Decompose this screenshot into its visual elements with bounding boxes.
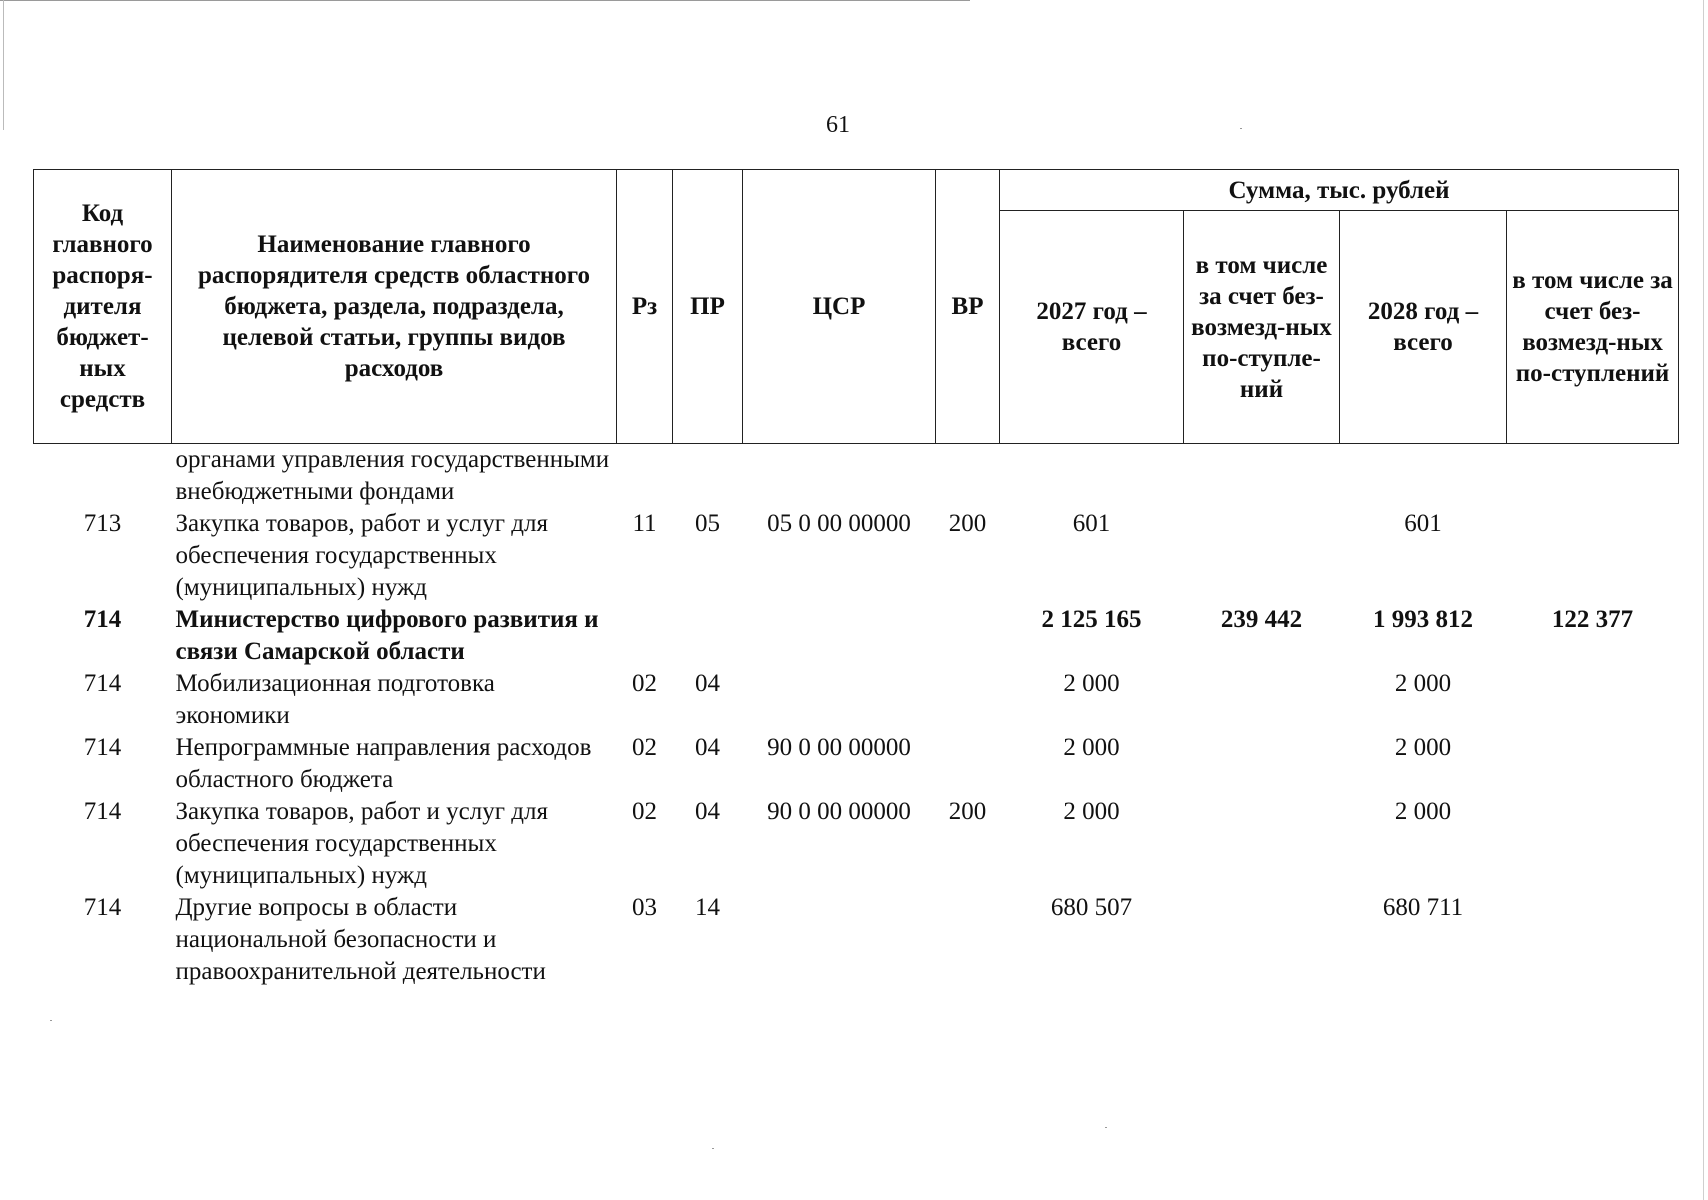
table-row — [34, 444, 1679, 509]
header-2027-grants: в том числе за счет без-возмезд-ных по-ступле-ний — [1184, 211, 1340, 444]
cell-2027-grants — [1184, 508, 1340, 604]
cell-code: 714 — [83, 798, 122, 825]
header-rz: Рз — [617, 170, 673, 444]
cell-2028-total — [1340, 444, 1507, 509]
cell-csr: 05 0 00 00000 — [767, 510, 911, 537]
cell-csr — [743, 604, 936, 668]
cell-name: Непрограммные направления расходов областного бюджета — [175, 734, 592, 793]
cell-csr: 90 0 00 00000 — [767, 734, 911, 761]
cell-2028-total: 2 000 — [1394, 734, 1452, 761]
cell-2027-total — [1000, 444, 1184, 509]
cell-rz: 02 — [632, 798, 657, 825]
cell-2028-total: 2 000 — [1394, 798, 1452, 825]
header-2028-grants: в том числе за счет без-возмезд-ных по-ступлений — [1507, 211, 1679, 444]
cell-rz: 02 — [632, 734, 657, 761]
table-row — [34, 508, 1679, 604]
cell-pr — [673, 604, 743, 668]
page-number: 61 — [826, 112, 850, 138]
cell-2028-grants — [1507, 796, 1679, 892]
cell-rz: 02 — [632, 670, 657, 697]
cell-pr: 04 — [695, 734, 720, 761]
header-code: Код главного распоря-дителя бюджет-ных средств — [34, 170, 172, 444]
table-header — [34, 170, 1679, 444]
table-row — [34, 892, 1679, 988]
cell-2027-grants — [1184, 796, 1340, 892]
cell-2028-total: 1 993 812 — [1373, 606, 1473, 633]
cell-pr: 05 — [695, 510, 720, 537]
scan-speck — [1105, 1127, 1107, 1128]
scan-speck — [712, 1148, 714, 1149]
cell-csr — [743, 668, 936, 732]
scan-speck — [1240, 128, 1242, 129]
header-2028-total: 2028 год – всего — [1340, 211, 1507, 444]
table-row — [34, 604, 1679, 668]
cell-2028-grants — [1507, 668, 1679, 732]
header-vr: ВР — [936, 170, 1000, 444]
cell-pr: 04 — [695, 670, 720, 697]
cell-2027-total: 680 507 — [1050, 894, 1133, 921]
scan-left-edge — [3, 0, 4, 130]
cell-code: 714 — [83, 894, 122, 921]
cell-name: Закупка товаров, работ и услуг для обеспечения государственных (муниципальных) нужд — [175, 798, 548, 889]
cell-2027-grants — [1184, 668, 1340, 732]
budget-table — [33, 169, 1679, 988]
header-pr: ПР — [673, 170, 743, 444]
cell-2027-total: 2 000 — [1063, 734, 1120, 761]
cell-2028-grants — [1507, 508, 1679, 604]
cell-vr — [936, 892, 1000, 988]
header-sum: Сумма, тыс. рублей — [1000, 170, 1679, 211]
header-name: Наименование главного распорядителя средств областного бюджета, раздела, подраздела, целевой статьи, группы видов расходов — [172, 170, 617, 444]
cell-vr — [936, 668, 1000, 732]
scan-speck — [50, 1020, 52, 1021]
cell-2028-grants: 122 377 — [1551, 606, 1634, 633]
cell-2028-total: 680 711 — [1382, 894, 1464, 921]
cell-name: Закупка товаров, работ и услуг для обеспечения государственных (муниципальных) нужд — [175, 510, 548, 601]
cell-name: Мобилизационная подготовка экономики — [175, 670, 495, 729]
cell-pr: 04 — [695, 798, 720, 825]
table-body — [34, 444, 1679, 989]
cell-rz — [617, 604, 673, 668]
cell-name: органами управления государственными внебюджетными фондами — [175, 446, 610, 505]
scan-right-edge — [1703, 0, 1704, 1200]
cell-2027-grants — [1184, 732, 1340, 796]
scan-top-border — [0, 0, 970, 1]
table-row — [34, 732, 1679, 796]
cell-code: 714 — [83, 606, 122, 633]
cell-2027-total: 2 000 — [1063, 670, 1120, 697]
cell-2028-grants — [1507, 892, 1679, 988]
cell-2028-grants — [1507, 444, 1679, 509]
cell-2028-total: 601 — [1404, 510, 1442, 537]
cell-2028-total: 2 000 — [1394, 670, 1452, 697]
cell-csr — [743, 444, 936, 509]
table-row — [34, 668, 1679, 732]
cell-2027-total: 2 000 — [1063, 798, 1120, 825]
cell-rz: 11 — [632, 510, 657, 537]
cell-pr: 14 — [695, 894, 720, 921]
cell-vr: 200 — [948, 510, 987, 537]
cell-2027-total: 601 — [1072, 510, 1111, 537]
cell-code — [34, 444, 172, 509]
cell-vr: 200 — [948, 798, 987, 825]
table-row — [34, 796, 1679, 892]
header-2027-total: 2027 год – всего — [1000, 211, 1184, 444]
cell-vr — [936, 732, 1000, 796]
cell-pr — [673, 444, 743, 509]
cell-vr — [936, 604, 1000, 668]
cell-rz — [617, 444, 673, 509]
cell-csr: 90 0 00 00000 — [767, 798, 911, 825]
cell-rz: 03 — [632, 894, 657, 921]
cell-2028-grants — [1507, 732, 1679, 796]
cell-csr — [743, 892, 936, 988]
cell-2027-total: 2 125 165 — [1041, 606, 1142, 633]
cell-name: Другие вопросы в области национальной безопасности и правоохранительной деятельности — [175, 894, 546, 985]
cell-name: Министерство цифрового развития и связи Самарской области — [175, 606, 599, 665]
cell-2027-grants — [1184, 444, 1340, 509]
cell-code: 713 — [83, 510, 122, 537]
cell-2027-grants — [1184, 892, 1340, 988]
cell-code: 714 — [83, 734, 122, 761]
cell-vr — [936, 444, 1000, 509]
cell-2027-grants: 239 442 — [1220, 606, 1303, 633]
header-csr: ЦСР — [743, 170, 936, 444]
cell-code: 714 — [83, 670, 122, 697]
